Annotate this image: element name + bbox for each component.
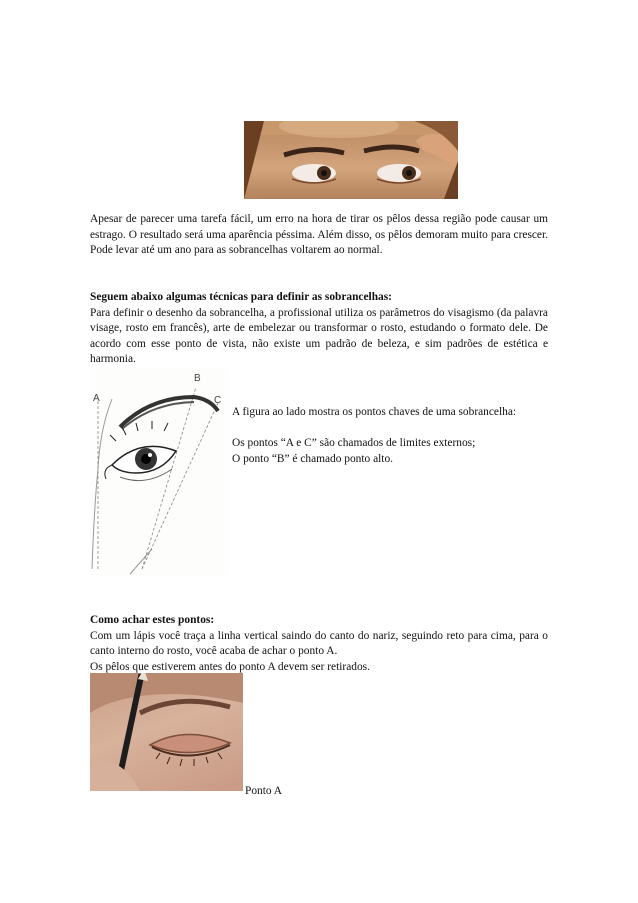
label-c: C <box>214 395 222 406</box>
intro-paragraph: Apesar de parecer uma tarefa fácil, um erro na hora de tirar os pêlos dessa região pode causar um estrago. O resultado será uma aparência péssima. Além disso, os pêlos demoram muito para crescer. Pode levar até um ano para as sobrancelhas voltarem ao normal. <box>90 213 548 257</box>
section-heading-find-points: Como achar estes pontos: <box>90 614 215 626</box>
eyebrow-points-sketch <box>90 369 229 575</box>
section-heading-techniques: Seguem abaixo algumas técnicas para definir as sobrancelhas: <box>90 291 392 303</box>
eye-pencil-photo <box>90 673 243 791</box>
label-b: B <box>194 373 201 384</box>
woman-eyebrow-illustration <box>244 121 458 199</box>
figure-point-b: O ponto “B” é chamado ponto alto. <box>232 452 394 465</box>
section-body-visagismo: Para definir o desenho da sobrancelha, a profissional utiliza os parâmetros do visagismo (da palavra visage, rosto em francês), arte de embelezar ou transformar o rosto, estudando o formato dele. De acordo com esse ponto de vista, não existe um padrão de beleza, e sim padrões de estética e harmonia. <box>90 306 548 366</box>
eye-pencil-illustration <box>90 673 243 791</box>
caption-ponto-a: Ponto A <box>245 785 283 797</box>
figure-points-ac: Os pontos “A e C” são chamados de limites externos; <box>232 437 476 449</box>
label-a: A <box>93 393 100 404</box>
find-points-line2: Os pêlos que estiverem antes do ponto A devem ser retirados. <box>90 660 370 673</box>
figure-description: A figura ao lado mostra os pontos chaves de uma sobrancelha: <box>232 406 517 418</box>
eyebrow-diagram <box>90 369 229 575</box>
find-points-line1: Com um lápis você traça a linha vertical saindo do canto do nariz, seguindo reto para cima, para o canto interno do rosto, você acaba de achar o ponto A. <box>90 629 548 658</box>
eyebrow-photo-top <box>244 121 458 199</box>
